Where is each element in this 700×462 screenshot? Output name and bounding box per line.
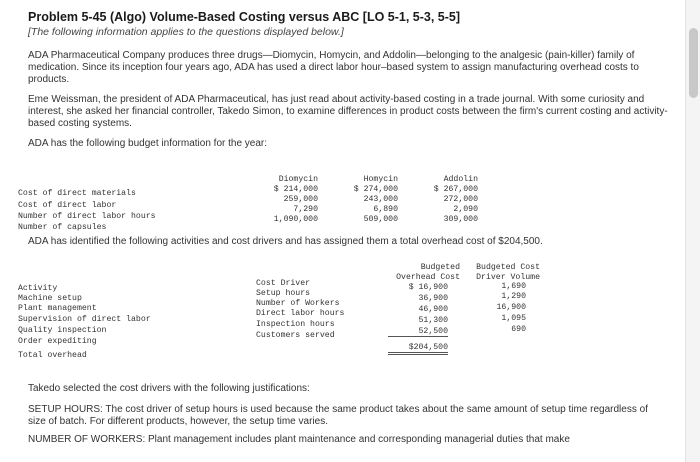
intro-paragraph: ADA Pharmaceutical Company produces three drugs—Diomycin, Homycin, and Addolin—belonging to the analgesic (pain-killer) family of medication. Since its inception four years ago, ADA has used a direct labor hour–based system to assign manufacturing overhead costs to products.	[28, 50, 639, 85]
problem-subtitle: [The following information applies to the questions displayed below.]	[28, 26, 344, 38]
volume-cell: 1,290	[501, 292, 526, 301]
overhead-cell: 46,900	[418, 305, 448, 314]
cell: 6,890	[373, 205, 398, 214]
problem-content	[22, 10, 672, 158]
cell: $ 274,000	[353, 185, 398, 194]
cell: $ 214,000	[273, 185, 318, 194]
driver-cell: Direct labor hours	[256, 309, 345, 318]
row-label: Number of direct labor hours	[18, 212, 156, 221]
vertical-scrollbar[interactable]	[685, 0, 700, 462]
total-overhead-label: Total overhead	[18, 351, 87, 360]
overhead-cell: 51,300	[418, 316, 448, 325]
row-label: Cost of direct materials	[18, 189, 136, 198]
overhead-cell: $ 16,900	[408, 283, 448, 292]
activity-cell: Quality inspection	[18, 326, 107, 335]
volume-cell: 690	[511, 325, 526, 334]
header-activity: Activity	[18, 284, 58, 293]
total-overhead-value: $204,500	[388, 343, 448, 355]
volume-cell: 1,095	[501, 314, 526, 323]
background-paragraph: Eme Weissman, the president of ADA Pharmaceutical, has just read about activity-based costing in a trade journal. With some curiosity and interest, she asked her financial controller, Takedo Simon, to examine differences in product costs between the firm's current costing and activity-based costing systems.	[28, 94, 668, 129]
col-header: Homycin	[363, 175, 398, 184]
volume-cell: 1,690	[501, 282, 526, 291]
col-header: Diomycin	[278, 175, 318, 184]
row-label: Number of capsules	[18, 223, 107, 232]
header-volume-1: Budgeted Cost	[476, 263, 540, 272]
budget-intro: ADA has the following budget information for the year:	[28, 138, 268, 149]
cell: $ 267,000	[433, 185, 478, 194]
cell: 1,090,000	[273, 215, 318, 224]
scrollbar-thumb[interactable]	[689, 28, 698, 98]
justification-intro: Takedo selected the cost drivers with the following justifications:	[28, 383, 310, 394]
setup-hours-justification: SETUP HOURS: The cost driver of setup hours is used because the same product takes about the same amount of setup time regardless of size of batch. For different products, however, the setup time varies.	[28, 404, 648, 427]
header-driver: Cost Driver	[256, 279, 311, 288]
driver-cell: Number of Workers	[256, 299, 340, 308]
cell: 309,000	[443, 215, 478, 224]
volume-cell: 16,900	[496, 303, 526, 312]
activity-cell: Plant management	[18, 304, 97, 313]
header-overhead-1: Budgeted	[420, 263, 460, 272]
header-volume-2: Driver Volume	[476, 273, 540, 282]
problem-title: Problem 5-45 (Algo) Volume-Based Costing versus ABC [LO 5-1, 5-3, 5-5]	[28, 10, 461, 24]
overhead-intro: ADA has identified the following activities and cost drivers and has assigned them a total overhead cost of $204,500.	[28, 236, 543, 247]
cell: 259,000	[283, 195, 318, 204]
col-header: Addolin	[443, 175, 478, 184]
workers-justification: NUMBER OF WORKERS: Plant management includes plant maintenance and corresponding managerial duties that make	[28, 434, 570, 445]
driver-cell: Inspection hours	[256, 320, 335, 329]
cell: 509,000	[363, 215, 398, 224]
cell: 2,090	[453, 205, 478, 214]
row-label: Cost of direct labor	[18, 201, 117, 210]
overhead-cell: 36,900	[418, 294, 448, 303]
cell: 7,290	[293, 205, 318, 214]
cell: 243,000	[363, 195, 398, 204]
activity-cell: Machine setup	[18, 294, 82, 303]
activity-cell: Supervision of direct labor	[18, 315, 151, 324]
activity-cell: Order expediting	[18, 337, 97, 346]
budget-table	[18, 175, 498, 233]
driver-cell: Customers served	[256, 331, 335, 340]
overhead-cell: 52,500	[388, 327, 448, 337]
header-overhead-2: Overhead Cost	[396, 273, 460, 282]
driver-cell: Setup hours	[256, 289, 311, 298]
cell: 272,000	[443, 195, 478, 204]
activity-table	[18, 263, 538, 363]
